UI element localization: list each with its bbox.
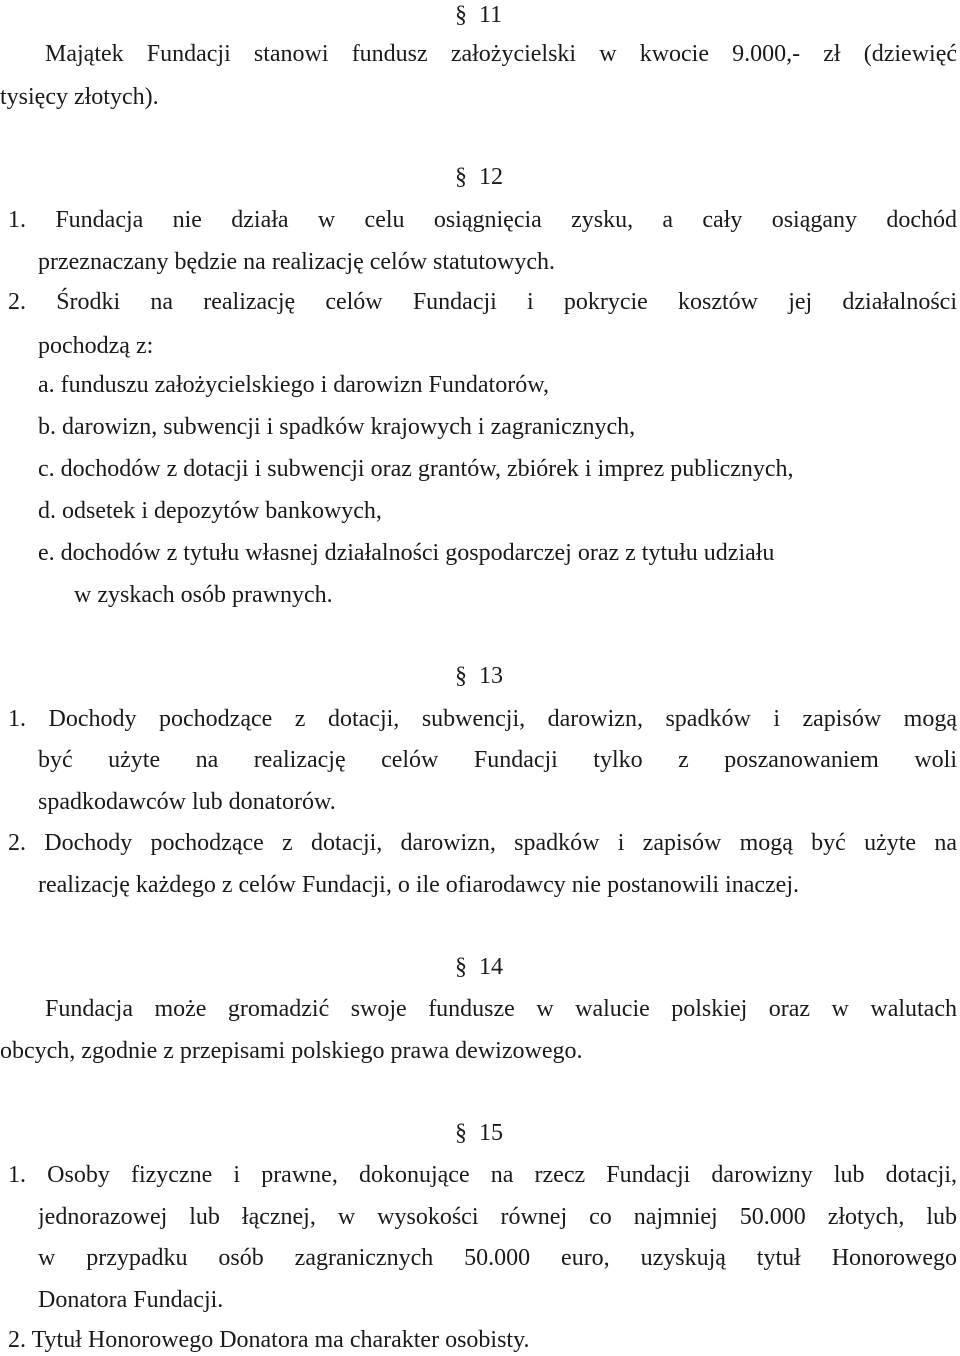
section-heading-15: § 15 [455,1120,503,1146]
paragraph-line: 2. Tytuł Honorowego Donatora ma charakter osobisty. [8,1327,530,1353]
paragraph-line: przeznaczany będzie na realizację celów statutowych. [38,249,556,275]
paragraph-line: 2. Dochody pochodzące z dotacji, darowizn, spadków i zapisów mogą być użyte na [8,830,957,856]
list-item-continuation: w zyskach osób prawnych. [74,582,333,608]
paragraph-line: Majątek Fundacji stanowi fundusz założycielski w kwocie 9.000,- zł (dziewięć [45,41,957,67]
paragraph-line: 2. Środki na realizację celów Fundacji i pokrycie kosztów jej działalności [8,289,957,315]
paragraph-line: 1. Fundacja nie działa w celu osiągnięcia zysku, a cały osiągany dochód [8,207,957,233]
list-item: b. darowizn, subwencji i spadków krajowych i zagranicznych, [38,414,636,440]
paragraph-line: 1. Osoby fizyczne i prawne, dokonujące na rzecz Fundacji darowizny lub dotacji, [8,1162,957,1188]
list-item: d. odsetek i depozytów bankowych, [38,498,382,524]
paragraph-line: pochodzą z: [38,333,154,359]
section-heading-13: § 13 [455,663,503,689]
paragraph-line: 1. Dochody pochodzące z dotacji, subwencji, darowizn, spadków i zapisów mogą [8,706,957,732]
paragraph-line: jednorazowej lub łącznej, w wysokości równej co najmniej 50.000 złotych, lub [38,1204,957,1230]
paragraph-line: realizację każdego z celów Fundacji, o ile ofiarodawcy nie postanowili inaczej. [38,872,800,898]
list-item: e. dochodów z tytułu własnej działalności gospodarczej oraz z tytułu udziału [38,540,775,566]
paragraph-line: Donatora Fundacji. [38,1287,224,1313]
section-heading-12: § 12 [455,164,503,190]
section-heading-14: § 14 [455,954,503,980]
paragraph-line: być użyte na realizację celów Fundacji tylko z poszanowaniem woli [38,747,957,773]
list-item: a. funduszu założycielskiego i darowizn Fundatorów, [38,372,549,398]
paragraph-line: Fundacja może gromadzić swoje fundusze w walucie polskiej oraz w walutach [45,996,957,1022]
section-heading-11: § 11 [455,2,503,28]
paragraph-line: obcych, zgodnie z przepisami polskiego prawa dewizowego. [0,1038,583,1064]
paragraph-line: spadkodawców lub donatorów. [38,789,336,815]
paragraph-line: w przypadku osób zagranicznych 50.000 euro, uzyskują tytuł Honorowego [38,1245,957,1271]
list-item: c. dochodów z dotacji i subwencji oraz grantów, zbiórek i imprez publicznych, [38,456,794,482]
paragraph-line: tysięcy złotych). [0,84,159,110]
